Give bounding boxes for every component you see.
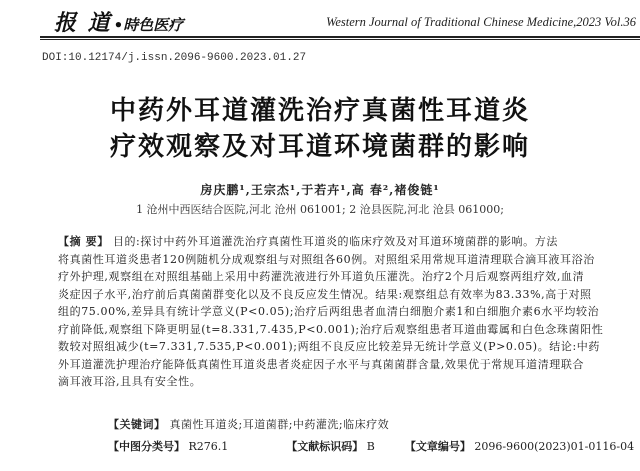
header-divider [40, 36, 640, 38]
authors: 房庆鹏¹,王宗杰¹,于若卉¹,高 春²,褚俊链¹ [200, 183, 440, 197]
abstract-line: 疗前降低,观察组下降更明显(t=8.331,7.435,P<0.001);治疗后观察组患者耳道曲霉属和白色念珠菌阳性 [58, 322, 604, 336]
journal-logo [54, 6, 183, 37]
abstract-line: 滴耳液耳浴,且具有安全性。 [58, 375, 202, 388]
classification-row [108, 438, 636, 454]
abstract-line [58, 233, 636, 251]
clc-value: R276.1 [188, 440, 229, 453]
article-title-line1: 中药外耳道灌洗治疗真菌性耳道炎 [109, 96, 530, 126]
journal-column-name: •時色医疗 [113, 16, 184, 34]
article-number-value: 2096-9600(2023)01-0116-04 [474, 440, 635, 453]
abstract-line: 外耳道灌洗护理治疗能降低真菌性耳道炎患者炎症因子水平与真菌菌群含量,效果优于常规耳道清理联合 [58, 357, 585, 371]
doc-code-label: 【文献标识码】 [286, 440, 364, 453]
keywords [108, 416, 636, 432]
doc-code-value: B [366, 440, 375, 453]
article-number-label: 【文章编号】 [404, 440, 471, 453]
abstract-line: 炎症因子水平,治疗前后真菌菌群变化以及不良反应发生情况。结果:观察组总有效率为83.33%,高于对照 [58, 287, 592, 301]
keywords-label: 【关键词】 [108, 418, 166, 431]
abstract-label: 【摘 要】 [58, 235, 109, 248]
abstract [58, 233, 636, 391]
article-title-line2: 疗效观察及对耳道环境菌群的影响 [109, 132, 530, 162]
clc-label: 【中图分类号】 [108, 440, 185, 453]
journal-name-cn: 报 道 [54, 10, 112, 36]
abstract-text: 目的:探讨中药外耳道灌洗治疗真菌性耳道炎的临床疗效及对耳道环境菌群的影响。方法 [112, 235, 558, 248]
journal-name-en: Western Journal of Traditional Chinese Medicine,2023 Vol.36 [326, 15, 636, 29]
abstract-line: 数较对照组减少(t=7.331,7.535,P<0.001);两组不良反应比较差异无统计学意义(P>0.05)。结论:中药 [58, 340, 601, 353]
abstract-line: 将真菌性耳道炎患者120例随机分成观察组与对照组各60例。对照组采用常规耳道清理联合滴耳液耳浴治 [58, 252, 595, 266]
header-divider-thin [40, 39, 640, 40]
affiliation: 1 沧州中西医结合医院,河北 沧州 061001; 2 沧县医院,河北 沧县 061000; [136, 203, 504, 216]
abstract-line: 组的75.00%,差异具有统计学意义(P<0.05);治疗后两组患者血清白细胞介素1和白细胞介素6水平均较治 [58, 305, 600, 318]
abstract-line: 疗外护理,观察组在对照组基础上采用中药灌洗液进行外耳道负压灌洗。治疗2个月后观察两组疗效,血清 [58, 270, 585, 283]
doi: DOI:10.12174/j.issn.2096-9600.2023.01.27 [42, 52, 307, 64]
keywords-text: 真菌性耳道炎;耳道菌群;中药灌洗;临床疗效 [169, 418, 390, 431]
